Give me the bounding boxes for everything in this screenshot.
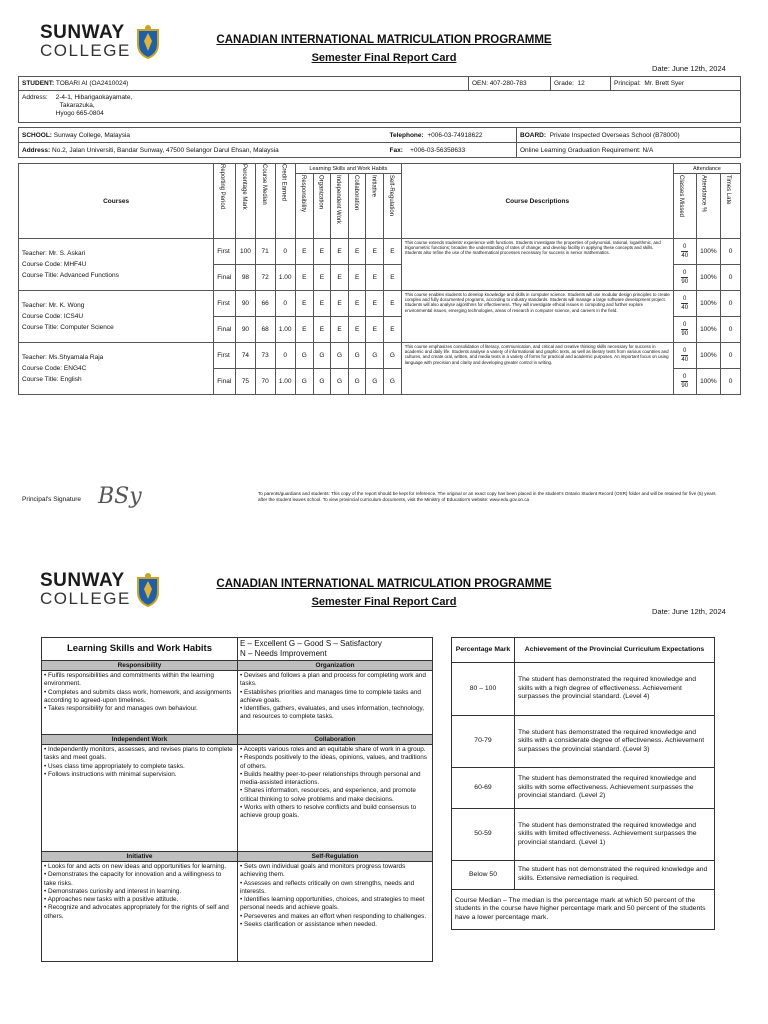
achievement-text: The student has demonstrated the required knowledge and skills with limited effectiveness. Achievement surpasses the provincial standard. (Level 1) [515, 809, 715, 861]
course-teacher: Teacher: Mr. S. Askari [22, 250, 86, 257]
classes-missed [681, 243, 688, 260]
school-name: Sunway College, Malaysia [53, 131, 131, 139]
lsw-rating: G [313, 369, 331, 395]
lsw-rating: G [384, 343, 402, 369]
grade-label: Grade: [554, 80, 574, 87]
attendance-header: Attendance [673, 164, 740, 174]
course-info [19, 239, 214, 291]
achievement-table [451, 637, 715, 930]
att-col-header: Attendance % [700, 175, 707, 213]
achievement-row [452, 809, 715, 861]
lsw-col-header: Organization [317, 175, 324, 210]
lsw-rating: E [366, 265, 384, 291]
reporting-period: First [214, 239, 236, 265]
lsw-rating: E [295, 265, 313, 291]
missed-count: 0 [683, 270, 687, 276]
course-row [19, 291, 741, 317]
lsw-rating: E [366, 239, 384, 265]
times-late: 0 [721, 343, 741, 369]
median-note: Course Median – The median is the percentage mark at which 50 percent of the students in the course have higher percentage mark and 50 percent of the students have a lower percentage mark. [452, 890, 715, 930]
credit-earned: 0 [275, 239, 295, 265]
lsw-rating: E [331, 239, 349, 265]
board-label: BOARD: [520, 131, 546, 139]
lsw-legend-table [41, 637, 433, 962]
selfreg-text: • Sets own individual goals and monitors progress towards achieving them. • Assesses and reflects critically on own strengths, needs and interests. • Identifies learning opportunities, choices, and strategies to meet personal needs and achieve goals. • Perseveres and makes an effort when responding to challenges. • Seeks clarification or assistance when needed. [238, 862, 433, 962]
ach-head-mark: Percentage Mark [452, 638, 515, 663]
percentage-range: 70-79 [452, 716, 515, 768]
attendance-percent: 100% [696, 291, 721, 317]
credit-earned: 0 [275, 291, 295, 317]
lsw-col-header: Initiative [370, 175, 377, 198]
times-late: 0 [721, 317, 741, 343]
lsw-rating: E [366, 317, 384, 343]
principal-label: Principal: [614, 80, 641, 87]
lsw-rating: G [295, 343, 313, 369]
percentage-range: 50-59 [452, 809, 515, 861]
courses-header: Courses [19, 164, 214, 239]
credit-earned: 1.00 [275, 317, 295, 343]
lsw-rating: E [384, 291, 402, 317]
times-late: 0 [721, 291, 741, 317]
telephone-label: Telephone: [389, 131, 424, 139]
missed-count: 0 [683, 244, 687, 250]
lsw-rating: G [366, 343, 384, 369]
times-late: 0 [721, 265, 741, 291]
col-header-mark: Percentage Mark [241, 164, 248, 210]
report-date-2: Date: June 12th, 2024 [652, 607, 726, 616]
ach-head-expectations: Achievement of the Provincial Curriculum Expectations [515, 638, 715, 663]
initiative-text: • Looks for and acts on new ideas and opportunities for learning. • Demonstrates the capacity for innovation and a willingness to take risks. • Demonstrates curiosity and interest in learning. • Approaches new tasks with a positive attitude. • Recognize and advocates appropriately for the rights of self and others. [42, 862, 238, 962]
lsw-rating: E [313, 265, 331, 291]
grade-value: 12 [577, 80, 585, 87]
course-code: Course Code: ENG4C [22, 365, 87, 372]
school-address: No.2, Jalan Universiti, Bandar Sunway, 47500 Selangor Darul Ehsan, Malaysia [52, 146, 279, 154]
address-line: Takarazuka, [59, 102, 95, 109]
responsibility-head: Responsibility [42, 661, 238, 671]
lsw-header: Learning Skills and Work Habits [295, 164, 401, 174]
lsw-rating: E [313, 317, 331, 343]
report-title-2: CANADIAN INTERNATIONAL MATRICULATION PROGRAMME [216, 578, 552, 590]
lsw-rating: G [384, 369, 402, 395]
student-info-table [18, 76, 741, 123]
course-teacher: Teacher: Ms.Shyamala Raja [22, 354, 104, 361]
percentage-mark: 98 [236, 265, 256, 291]
independent-text: • Independently monitors, assesses, and revises plans to complete tasks and meet goals. • Uses class time appropriately to complete tasks. • Follows instructions with minimal supervision. [42, 745, 238, 852]
total-classes: 40 [681, 305, 689, 311]
address-line: 2-4-1, Hibarigaokayamate, [55, 94, 133, 101]
achievement-row [452, 663, 715, 716]
lsw-rating: G [295, 369, 313, 395]
missed-count: 0 [683, 322, 687, 328]
student-label: STUDENT: [22, 80, 55, 87]
course-title: Course Title: Advanced Functions [22, 272, 119, 279]
lsw-rating: E [295, 291, 313, 317]
course-code: Course Code: MHF4U [22, 261, 87, 268]
missed-count: 0 [683, 374, 687, 380]
lsw-rating: E [295, 317, 313, 343]
course-median: 68 [255, 317, 275, 343]
attendance-percent: 100% [696, 317, 721, 343]
course-row [19, 239, 741, 265]
lsw-rating: E [348, 265, 366, 291]
course-description: This course enables students to develop knowledge and skills in computer science. Students will use modular design principles to create complex and fully documented programs, according to industry standards. Students will manage a large software development project. Students will also analyse algorithms for effectiveness. They will investigate ethical issues in computing and further explore environmental issues, emerging technologies, areas of research in computer science, and careers in the field. [401, 291, 673, 343]
achievement-row [452, 716, 715, 768]
percentage-mark: 74 [236, 343, 256, 369]
report-subtitle-2: Semester Final Report Card [311, 596, 457, 608]
logo-word-top: SUNWAY [40, 22, 125, 43]
lsw-title: Learning Skills and Work Habits [42, 638, 238, 661]
course-median: 66 [255, 291, 275, 317]
lsw-rating: E [348, 317, 366, 343]
lsw-rating: E [384, 265, 402, 291]
lsw-col-header: Responsibility [299, 175, 306, 213]
lsw-col-header: Self-Regulation [388, 175, 395, 217]
lsw-rating: G [366, 369, 384, 395]
reporting-period: Final [214, 369, 236, 395]
classes-missed [681, 269, 688, 286]
lsw-rating: E [331, 291, 349, 317]
achievement-text: The student has not demonstrated the required knowledge and skills. Extensive remediation is required. [515, 861, 715, 890]
total-classes: 40 [681, 357, 689, 363]
lsw-rating: E [313, 239, 331, 265]
fax-label: Fax: [389, 146, 403, 154]
attendance-percent: 100% [696, 265, 721, 291]
school-label: SCHOOL: [22, 131, 52, 139]
fax-value: +006-03-56358633 [410, 146, 466, 154]
logo-word-bottom: COLLEGE [40, 589, 131, 608]
lsw-col-header: Collaboration [352, 175, 359, 211]
lsw-rating: G [313, 343, 331, 369]
lsw-rating: G [331, 369, 349, 395]
student-name: TOBARI AI (OA2410024) [55, 80, 129, 87]
lsw-rating: G [348, 343, 366, 369]
attendance-percent: 100% [696, 343, 721, 369]
signature-label: Principal's Signature [22, 496, 82, 503]
course-info [19, 343, 214, 395]
percentage-range: 60-69 [452, 768, 515, 809]
collaboration-text: • Accepts various roles and an equitable share of work in a group. • Responds positively to the ideas, opinions, values, and traditions of others. • Builds healthy peer-to-peer relationships through personal and media-assisted interactions. • Shares information, resources, and experience, and promote critical thinking to solve problems and make decisions. • Works with others to resolve conflicts and build consensus to achieve group goals. [238, 745, 433, 852]
lsw-rating: G [331, 343, 349, 369]
board-value: Private Inspected Overseas School (B78000) [549, 131, 680, 139]
reporting-period: First [214, 291, 236, 317]
col-header-median: Course Median [260, 164, 267, 205]
attendance-percent: 100% [696, 239, 721, 265]
course-median: 70 [255, 369, 275, 395]
course-title: Course Title: English [22, 376, 82, 383]
course-description: This course extends students' experience with functions. Students investigate the properties of polynomial, rational, logarithmic, and trigonometric functions; broaden the understanding of rates of change; and develop facility in applying these concepts and skills. Students also refine the use of the mathematical processes necessary for success in senior mathematics. [401, 239, 673, 291]
course-teacher: Teacher: Mr. K. Wong [22, 302, 85, 309]
reporting-period: Final [214, 265, 236, 291]
lsw-rating: E [331, 265, 349, 291]
achievement-text: The student has demonstrated the required knowledge and skills with a high degree of effectiveness. Achievement surpasses the provincial standard. (Level 4) [515, 663, 715, 716]
report-date: Date: June 12th, 2024 [652, 64, 726, 73]
times-late: 0 [721, 369, 741, 395]
principal-signature: BSy [98, 484, 142, 509]
logo-word-top: SUNWAY [40, 570, 125, 591]
classes-missed [681, 321, 688, 338]
lsw-rating: E [384, 317, 402, 343]
att-col-header: Classes Missed [677, 175, 684, 218]
lsw-rating: E [313, 291, 331, 317]
course-median: 73 [255, 343, 275, 369]
independent-head: Independent Work [42, 735, 238, 745]
course-code: Course Code: ICS4U [22, 313, 84, 320]
course-median: 72 [255, 265, 275, 291]
percentage-mark: 90 [236, 291, 256, 317]
missed-count: 0 [683, 348, 687, 354]
lsw-rating: E [348, 239, 366, 265]
achievement-row [452, 861, 715, 890]
percentage-range: 80 – 100 [452, 663, 515, 716]
telephone-value: +006-03-74918622 [427, 131, 483, 139]
credit-earned: 1.00 [275, 265, 295, 291]
course-median: 71 [255, 239, 275, 265]
lsw-rating: E [331, 317, 349, 343]
reporting-period: Final [214, 317, 236, 343]
collaboration-head: Collaboration [238, 735, 433, 745]
lsw-rating: E [295, 239, 313, 265]
achievement-row [452, 768, 715, 809]
lsw-rating: G [348, 369, 366, 395]
legend-line-1: E – Excellent G – Good S – Satisfactory [240, 639, 382, 648]
missed-count: 0 [683, 296, 687, 302]
percentage-mark: 90 [236, 317, 256, 343]
initiative-head: Initiative [42, 852, 238, 862]
lsw-col-header: Independent Work [335, 175, 342, 224]
graduation-requirement: Online Learning Graduation Requirement: N/A [517, 143, 741, 158]
total-classes: 40 [681, 253, 689, 259]
percentage-mark: 100 [236, 239, 256, 265]
legend-line-2: N – Needs Improvement [240, 649, 327, 658]
percentage-range: Below 50 [452, 861, 515, 890]
course-row [19, 343, 741, 369]
credit-earned: 0 [275, 343, 295, 369]
report-title: CANADIAN INTERNATIONAL MATRICULATION PROGRAMME [216, 34, 552, 46]
osr-note: To parents/guardians and students: This copy of the report should be kept for reference. The original or an exact copy has been placed in the student's Ontario Student Record (OSR) folder and will be retained for five (5) years after the student leaves school. To view provincial curriculum documents, visit the Ministry of Education's website: www.edu.gov.on.ca [258, 491, 716, 502]
total-classes: 90 [681, 279, 689, 285]
principal-name: Mr. Brett Syer [644, 80, 685, 87]
lsw-rating: E [348, 291, 366, 317]
grades-table [18, 163, 741, 395]
lsw-rating: E [384, 239, 402, 265]
selfreg-head: Self-Regulation [238, 852, 433, 862]
attendance-percent: 100% [696, 369, 721, 395]
reporting-period: First [214, 343, 236, 369]
organization-head: Organization [238, 661, 433, 671]
school-info-table [18, 127, 741, 158]
student-oen: OEN: 407-280-783 [469, 77, 551, 91]
course-description: This course emphasizes consolidation of literacy, communication, and critical and creative thinking skills necessary for success in academic and daily life. Students analyse a variety of informational and graphic texts, as well as literary texts from various countries and cultures, and create oral, written, and media texts in a variety of forms for practical and academic purposes. An important focus on using language with precision and clarity and developing greater control in writing. [401, 343, 673, 395]
course-title: Course Title: Computer Science [22, 324, 114, 331]
achievement-text: The student has demonstrated the required knowledge and skills with some effectiveness. Achievement surpasses the provincial standard. (Level 2) [515, 768, 715, 809]
course-info [19, 291, 214, 343]
address-label: Address: [22, 94, 48, 101]
times-late: 0 [721, 239, 741, 265]
lsw-rating: E [366, 291, 384, 317]
classes-missed [681, 347, 688, 364]
total-classes: 90 [681, 331, 689, 337]
credit-earned: 1.00 [275, 369, 295, 395]
col-header-credit: Credit Earned [280, 164, 287, 202]
address-line: Hyogo 665-0804 [55, 110, 104, 117]
total-classes: 90 [681, 383, 689, 389]
classes-missed [681, 373, 688, 390]
school-address-label: Address: [22, 146, 51, 154]
descriptions-header: Course Descriptions [401, 164, 673, 239]
col-header-period: Reporting Period [219, 164, 226, 210]
classes-missed [681, 295, 688, 312]
logo-word-bottom: COLLEGE [40, 41, 131, 60]
achievement-text: The student has demonstrated the required knowledge and skills with a considerate degree of effectiveness. Achievement surpasses the provincial standard. (Level 3) [515, 716, 715, 768]
percentage-mark: 75 [236, 369, 256, 395]
organization-text: • Devises and follows a plan and process for completing work and tasks. • Establishes priorities and manages time to complete tasks and achieve goals. • Identifies, gathers, evaluates, and uses information, technology, and resources to complete tasks. [238, 671, 433, 735]
report-subtitle: Semester Final Report Card [311, 52, 457, 64]
responsibility-text: • Fulfils responsibilities and commitments within the learning environment. • Completes and submits class work, homework, and assignments according to agreed-upon timelines. • Takes responsibility for and manages own behaviour. [42, 671, 238, 735]
att-col-header: Times Late [725, 175, 732, 205]
